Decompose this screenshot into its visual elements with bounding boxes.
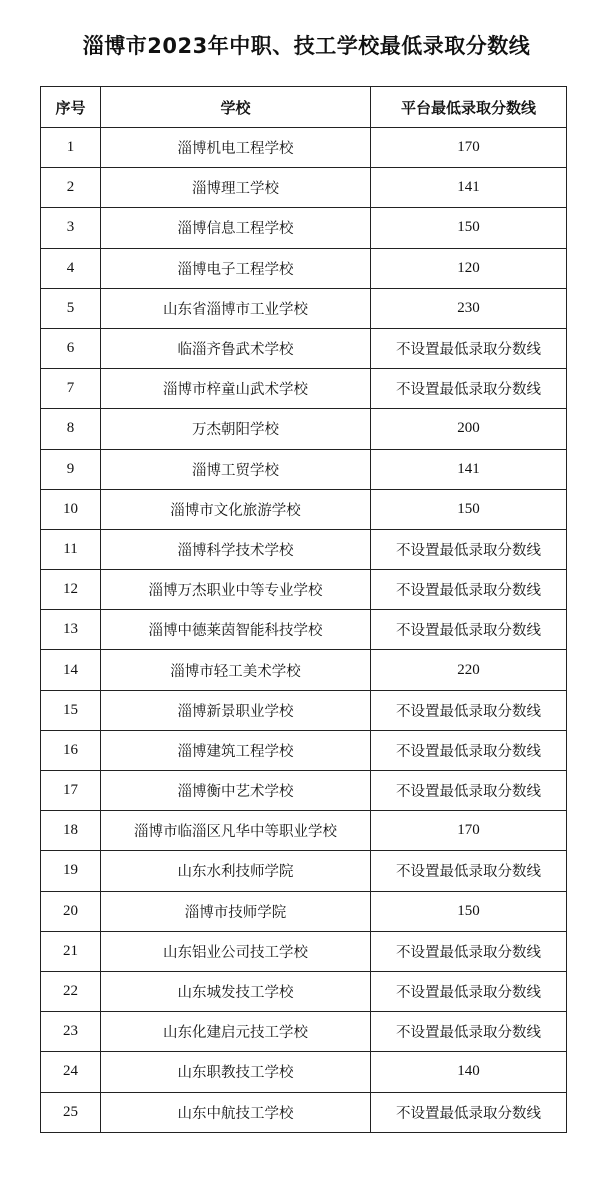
cell-school: 淄博科学技术学校: [101, 529, 371, 569]
cell-no: 19: [41, 851, 101, 891]
cell-no: 2: [41, 168, 101, 208]
cell-school: 淄博电子工程学校: [101, 248, 371, 288]
table-row: [41, 248, 567, 288]
cell-score: 不设置最低录取分数线: [371, 570, 567, 610]
cell-no: 14: [41, 650, 101, 690]
cell-score: 170: [371, 811, 567, 851]
cell-school: 淄博理工学校: [101, 168, 371, 208]
table-row: [41, 409, 567, 449]
cell-school: 淄博中德莱茵智能科技学校: [101, 610, 371, 650]
cell-score: 不设置最低录取分数线: [371, 771, 567, 811]
cell-school: 淄博建筑工程学校: [101, 730, 371, 770]
cell-score: 不设置最低录取分数线: [371, 730, 567, 770]
header-row: [41, 87, 567, 128]
cell-school: 淄博机电工程学校: [101, 128, 371, 168]
cell-score: 120: [371, 248, 567, 288]
cell-no: 11: [41, 529, 101, 569]
table-row: [41, 650, 567, 690]
cell-no: 17: [41, 771, 101, 811]
cell-score: 不设置最低录取分数线: [371, 851, 567, 891]
cell-school: 淄博万杰职业中等专业学校: [101, 570, 371, 610]
cell-school: 淄博衡中艺术学校: [101, 771, 371, 811]
header-score: 平台最低录取分数线: [371, 87, 567, 128]
cell-no: 7: [41, 369, 101, 409]
table-row: [41, 128, 567, 168]
cell-score: 不设置最低录取分数线: [371, 369, 567, 409]
table-row: [41, 851, 567, 891]
table-row: [41, 529, 567, 569]
cell-school: 淄博市文化旅游学校: [101, 489, 371, 529]
cell-no: 23: [41, 1012, 101, 1052]
table-row: [41, 328, 567, 368]
admission-score-table: [40, 86, 567, 1133]
cell-school: 淄博市技师学院: [101, 891, 371, 931]
table-body: [41, 128, 567, 1133]
cell-no: 1: [41, 128, 101, 168]
table-row: [41, 931, 567, 971]
cell-no: 3: [41, 208, 101, 248]
table-row: [41, 288, 567, 328]
header-no: 序号: [41, 87, 101, 128]
cell-school: 山东铝业公司技工学校: [101, 931, 371, 971]
cell-school: 淄博市轻工美术学校: [101, 650, 371, 690]
cell-score: 141: [371, 168, 567, 208]
page-title: 淄博市2023年中职、技工学校最低录取分数线: [82, 34, 531, 58]
table-row: [41, 369, 567, 409]
table-row: [41, 208, 567, 248]
cell-no: 10: [41, 489, 101, 529]
cell-score: 不设置最低录取分数线: [371, 529, 567, 569]
cell-no: 18: [41, 811, 101, 851]
table-row: [41, 168, 567, 208]
cell-score: 220: [371, 650, 567, 690]
cell-score: 140: [371, 1052, 567, 1092]
cell-score: 200: [371, 409, 567, 449]
cell-score: 150: [371, 208, 567, 248]
cell-score: 150: [371, 891, 567, 931]
cell-score: 不设置最低录取分数线: [371, 931, 567, 971]
cell-no: 13: [41, 610, 101, 650]
cell-no: 24: [41, 1052, 101, 1092]
cell-score: 141: [371, 449, 567, 489]
cell-school: 淄博市临淄区凡华中等职业学校: [101, 811, 371, 851]
table-row: [41, 489, 567, 529]
cell-no: 9: [41, 449, 101, 489]
cell-score: 不设置最低录取分数线: [371, 971, 567, 1011]
cell-score: 170: [371, 128, 567, 168]
table-row: [41, 1012, 567, 1052]
cell-no: 8: [41, 409, 101, 449]
cell-no: 6: [41, 328, 101, 368]
header-school: 学校: [101, 87, 371, 128]
table-row: [41, 610, 567, 650]
cell-school: 山东化建启元技工学校: [101, 1012, 371, 1052]
table-row: [41, 1092, 567, 1132]
cell-school: 淄博新景职业学校: [101, 690, 371, 730]
table-row: [41, 771, 567, 811]
cell-school: 山东水利技师学院: [101, 851, 371, 891]
table-row: [41, 690, 567, 730]
table-row: [41, 570, 567, 610]
cell-no: 5: [41, 288, 101, 328]
cell-school: 山东中航技工学校: [101, 1092, 371, 1132]
table-row: [41, 449, 567, 489]
cell-no: 25: [41, 1092, 101, 1132]
table-row: [41, 1052, 567, 1092]
table-row: [41, 811, 567, 851]
cell-no: 4: [41, 248, 101, 288]
table-row: [41, 971, 567, 1011]
cell-no: 22: [41, 971, 101, 1011]
cell-no: 15: [41, 690, 101, 730]
cell-school: 淄博信息工程学校: [101, 208, 371, 248]
cell-school: 山东省淄博市工业学校: [101, 288, 371, 328]
cell-no: 20: [41, 891, 101, 931]
cell-school: 淄博工贸学校: [101, 449, 371, 489]
cell-score: 230: [371, 288, 567, 328]
cell-school: 万杰朝阳学校: [101, 409, 371, 449]
cell-score: 不设置最低录取分数线: [371, 690, 567, 730]
cell-no: 16: [41, 730, 101, 770]
cell-school: 山东职教技工学校: [101, 1052, 371, 1092]
cell-school: 临淄齐鲁武术学校: [101, 328, 371, 368]
cell-no: 12: [41, 570, 101, 610]
cell-score: 不设置最低录取分数线: [371, 1092, 567, 1132]
table-row: [41, 730, 567, 770]
cell-score: 不设置最低录取分数线: [371, 1012, 567, 1052]
cell-score: 不设置最低录取分数线: [371, 610, 567, 650]
cell-school: 淄博市梓童山武术学校: [101, 369, 371, 409]
cell-score: 不设置最低录取分数线: [371, 328, 567, 368]
cell-school: 山东城发技工学校: [101, 971, 371, 1011]
table-header: [41, 87, 567, 128]
cell-score: 150: [371, 489, 567, 529]
table-row: [41, 891, 567, 931]
cell-no: 21: [41, 931, 101, 971]
